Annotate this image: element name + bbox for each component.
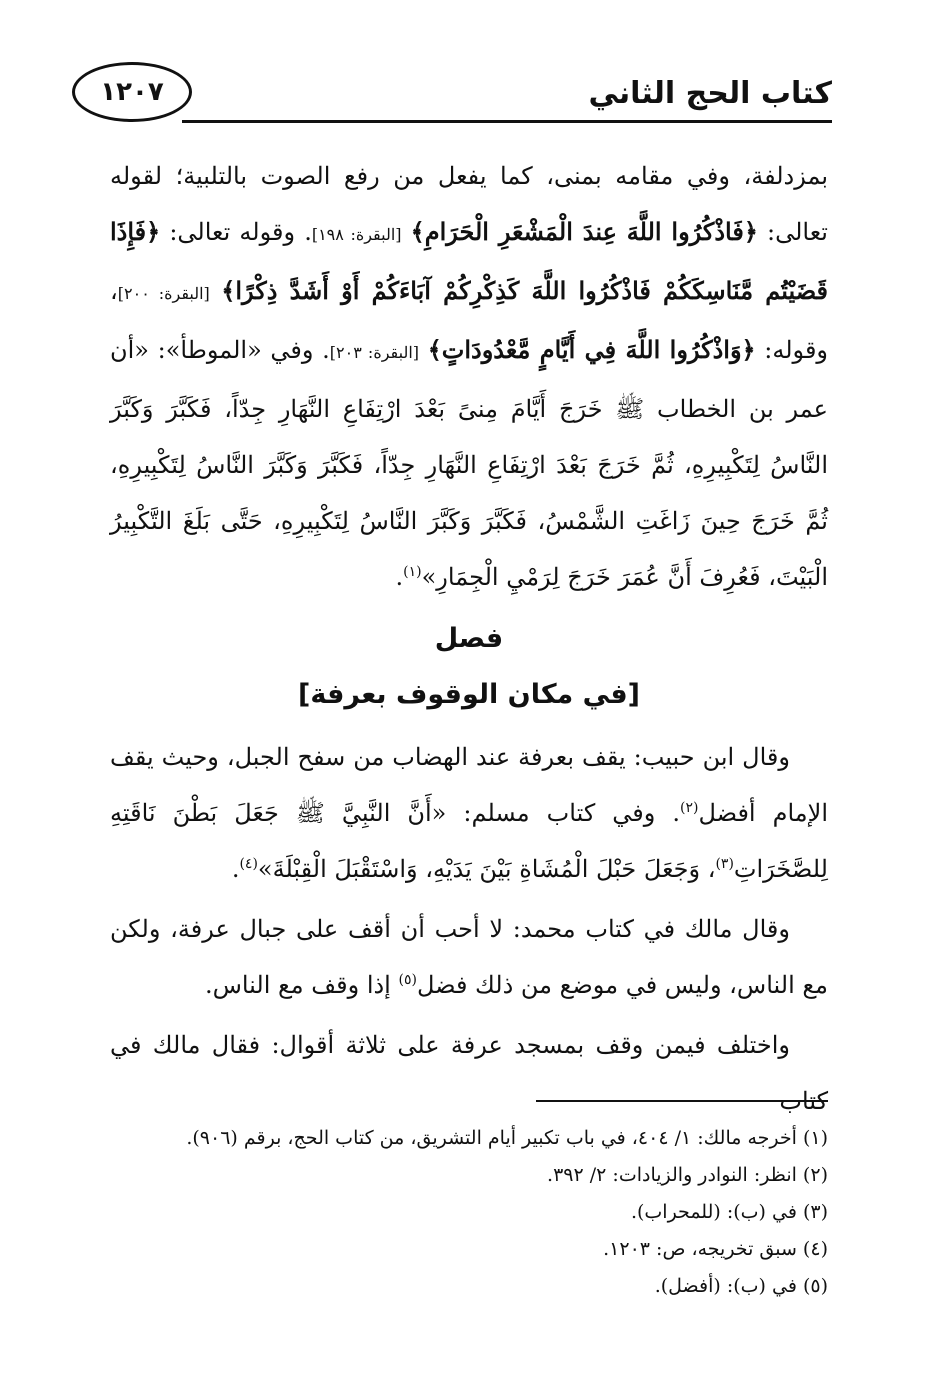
text-run: ، وقوله:: [110, 277, 829, 364]
section-subtitle: [في مكان الوقوف بعرفة]: [298, 679, 640, 710]
footnote-marker: (٤): [239, 856, 258, 872]
footnote-4: (٤) سبق تخريجه، ص: ١٢٠٣.: [603, 1238, 828, 1260]
footnotes: [110, 1120, 828, 1305]
verse-reference: [البقرة: ٢٠٠]: [117, 284, 210, 303]
footnote-5: (٥) في (ب): (أفضل).: [654, 1275, 828, 1297]
section-title: فصل: [434, 623, 504, 654]
text-run: . وفي كتاب مسلم: «أَنَّ النَّبِيَّ ﷺ جَعَلَ بَطْنَ نَاقَتِهِ لِلصَّخَرَاتِ: [110, 799, 828, 883]
footnote-marker: (٢): [680, 800, 699, 816]
page-number: ١٢٠٧: [100, 77, 164, 107]
header-rule: [182, 120, 832, 123]
paragraph-3: [110, 901, 828, 1013]
verse-reference: [البقرة: ٢٠٣]: [329, 343, 420, 362]
quran-verse: ﴿فَإِذَا قَضَيْتُم مَّنَاسِكَكُمْ فَاذْكُرُوا اللَّهَ كَذِكْرِكُمْ آبَاءَكُمْ أَوْ أَشَدَّ ذِكْرًا﴾: [110, 217, 829, 305]
text-run: إذا وقف مع الناس.: [204, 971, 399, 999]
footnote-2: (٢) انظر: النوادر والزيادات: ٢/ ٣٩٢.: [547, 1164, 828, 1186]
quran-verse: ﴿وَاذْكُرُوا اللَّهَ فِي أَيَّامٍ مَّعْدُودَاتٍ﴾: [427, 335, 756, 364]
footnote-1: (١) أخرجه مالك: ١/ ٤٠٤، في باب تكبير أيام التشريق، من كتاب الحج، برقم (٩٠٦).: [186, 1127, 828, 1149]
text-run: . وفي «الموطأ»: «أن عمر بن الخطاب ﷺ خَرَجَ أَيَّامَ مِنىً بَعْدَ ارْتِفَاعِ النَّهَارِ جِدّاً، فَكَبَّرَ وَكَبَّرَ النَّاسُ لِتَكْبِيرِهِ، ثُمَّ خَرَجَ بَعْدَ ارْتِفَاعِ النَّهَارِ جِدّاً، فَكَبَّرَ وَكَبَّرَ النَّاسُ لِتَكْبِيرِهِ، ثُمَّ خَرَجَ حِينَ زَاغَتِ الشَّمْسُ، فَكَبَّرَ وَكَبَّرَ النَّاسُ لِتَكْبِيرِهِ، حَتَّى بَلَغَ التَّكْبِيرُ الْبَيْتَ، فَعُرِفَ أَنَّ عُمَرَ خَرَجَ لِرَمْيِ الْجِمَارِ»: [110, 336, 828, 591]
footnote-separator: [536, 1100, 828, 1102]
main-text: [110, 148, 828, 1129]
paragraph-1: [110, 148, 828, 605]
footnote-marker: (١): [403, 564, 422, 580]
page-header: [72, 62, 832, 126]
running-title: كتاب الحج الثاني: [588, 76, 832, 111]
paragraph-4: واختلف فيمن وقف بمسجد عرفة على ثلاثة أقوال: فقال مالك في كتاب: [110, 1031, 828, 1115]
footnote-marker: (٣): [715, 856, 734, 872]
text-run: . وقوله تعالى:: [160, 218, 312, 246]
text-run: .: [231, 855, 240, 883]
text-run: ، وَجَعَلَ حَبْلَ الْمُشَاةِ بَيْنَ يَدَيْهِ، وَاسْتَقْبَلَ الْقِبْلَةَ»: [257, 855, 716, 883]
page-number-badge: [72, 62, 192, 122]
text-run: .: [395, 563, 404, 591]
quran-verse: ﴿فَاذْكُرُوا اللَّهَ عِندَ الْمَشْعَرِ الْحَرَامِ﴾: [410, 217, 758, 246]
footnote-3: (٣) في (ب): (للمحراب).: [630, 1201, 828, 1223]
footnote-marker: (٥): [398, 972, 417, 988]
text-run: وقال ابن حبيب: يقف بعرفة عند الهضاب من سفح الجبل، وحيث يقف الإمام أفضل: [110, 743, 829, 827]
text-run: بمزدلفة، وفي مقامه بمنى، كما يفعل من رفع الصوت بالتلبية؛ لقوله تعالى:: [110, 162, 828, 246]
paragraph-2: [110, 729, 828, 897]
text-run: وقال مالك في كتاب محمد: لا أحب أن أقف على جبال عرفة، ولكن مع الناس، وليس في موضع من ذلك فضل: [110, 915, 828, 999]
verse-reference: [البقرة: ١٩٨]: [311, 225, 402, 244]
